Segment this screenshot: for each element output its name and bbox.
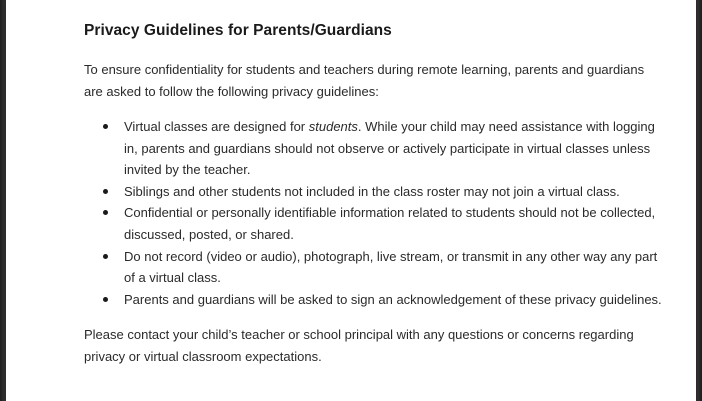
closing-paragraph: Please contact your child’s teacher or school principal with any questions or concerns regarding privacy or virtual classroom expectations. — [84, 327, 634, 365]
document-page — [6, 0, 696, 401]
guideline-item — [124, 202, 664, 245]
guideline-item — [124, 116, 664, 181]
guideline-item — [124, 181, 664, 203]
guideline-item — [124, 289, 664, 311]
guideline-item — [124, 246, 664, 289]
guideline-text-after: . While your child may need assistance with logging in, parents and guardians should not observe or actively participate in virtual classes unless invited by the teacher. — [124, 119, 655, 178]
document-content — [84, 19, 664, 368]
guideline-emphasis: students — [308, 119, 358, 134]
guidelines-list — [84, 116, 664, 310]
bullet-icon — [103, 189, 108, 194]
bullet-icon — [103, 210, 108, 215]
guideline-text: Do not record (video or audio), photograph, live stream, or transmit in any other way any part of a virtual class. — [124, 248, 658, 286]
viewer-background-right — [696, 0, 702, 401]
guideline-text: Parents and guardians will be asked to sign an acknowledgement of these privacy guidelines. — [124, 291, 662, 307]
bullet-icon — [103, 124, 108, 129]
intro-paragraph: To ensure confidentiality for students and teachers during remote learning, parents and guardians are asked to follow the following privacy guidelines: — [84, 62, 645, 99]
guideline-text: Confidential or personally identifiable information related to students should not be collected, discussed, posted, or shared. — [124, 205, 656, 242]
bullet-icon — [103, 297, 108, 302]
document-title: Privacy Guidelines for Parents/Guardians — [84, 22, 392, 39]
bullet-icon — [103, 254, 108, 259]
guideline-text-before: Virtual classes are designed for — [124, 119, 309, 134]
guideline-text: Siblings and other students not included in the class roster may not join a virtual class. — [124, 183, 620, 199]
